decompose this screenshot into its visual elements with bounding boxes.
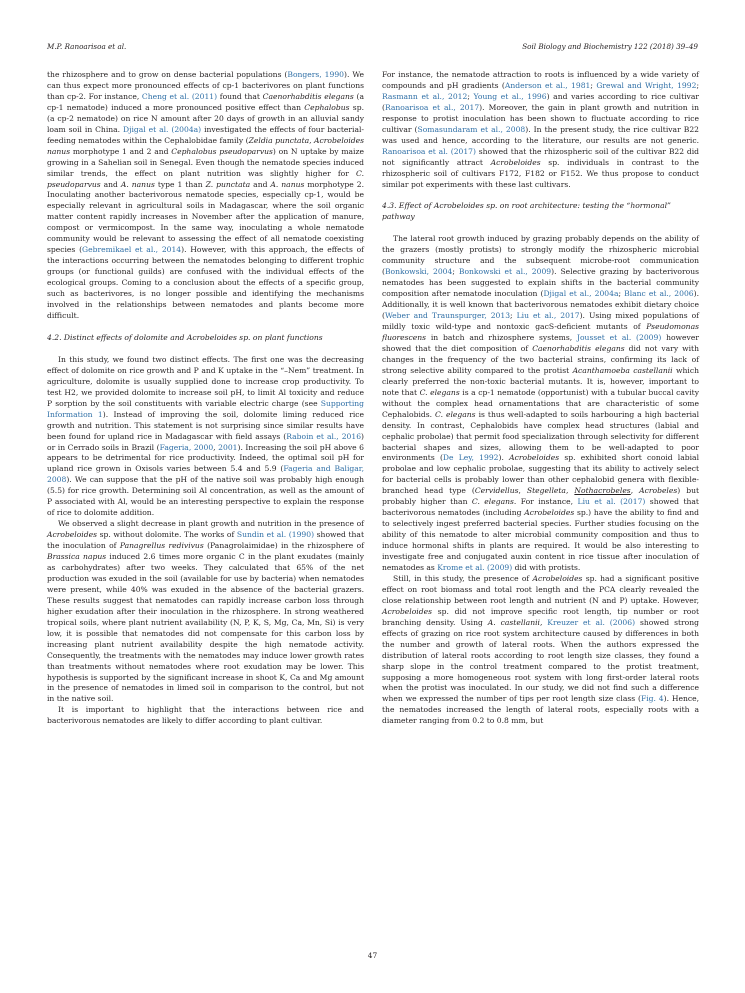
- ref-link[interactable]: Gebremikael et al., 2014: [82, 245, 182, 255]
- ref-link[interactable]: Anderson et al., 1981: [504, 80, 591, 90]
- ref-link[interactable]: Cheng et al. (2011): [141, 91, 218, 101]
- paragraph: The lateral root growth induced by grazing probably depends on the ability of the grazers (mostly protists) to strongly modify the rhizospheric microbial community structure and the subsequent microbe-root communication (Bonkowski, 2004; Bonkowski et al., 2009). Selective grazing by bacterivorous nematodes has been suggested to explain shifts in the bacterial community composition after nematode inoculation (Djigal et al., 2004a; Blanc et al., 2006). Additionally, it is well known that bacterivorous nematodes exhibit dietary choice (Weber and Traunspurger, 2013; Liu et al., 2017). Using mixed populations of mildly toxic wild-type and nontoxic gacS-deficient mutants of Pseudomonas fluorescens in batch and rhizosphere systems, Jousset et al. (2009) however showed that the diet composition of Caenorhabditis elegans did not vary with changes in the frequency of the two bacterial strains, confirming its lack of strong selective ability compared to the protist Acanthamoeba castellanii which clearly preferred the non-toxic bacterial mutants. It is, however, important to note that C. elegans is a cp-1 nematode (opportunist) with a tubular buccal cavity without the complex head ornamentations that are characteristic of some Cephalobids. C. elegans is thus well-adapted to soils harbouring a high bacterial density. In contrast, Cephalobids have complex head structures (labial and cephalic probolae) that permit food specialization through selectivity for different bacterial shapes and sizes, allowing them to be well-adapted to poor environments (De Ley, 1992). Acrobeloides sp. exhibited short conoid labial probolae and low cephalic probolae, suggesting that its ability to actively select for bacterial cells is probably lower than other cephalobid genera with flexible-branched head type (Cervidellus, Stegelleta, Nothacrobeles, Acrobeles) but probably higher than C. elegans. For instance, Liu et al. (2017) showed that bacterivorous nematodes (including Acrobeloides sp.) have the ability to find and to selectively ingest preferred bacterial species. Further studies focusing on the ability of this nematode to alter microbial community composition and thus to induce hormonal shifts in plants are required. It would be also interesting to investigate free and conjugated auxin content in rice tissue after inoculation of nematodes as Krome et al. (2009) did with protists.: [382, 234, 700, 572]
- ref-link[interactable]: Bonkowski et al., 2009: [458, 267, 552, 277]
- ref-link[interactable]: De Ley, 1992: [442, 453, 499, 463]
- paragraph: Still, in this study, the presence of Acrobeloides sp. had a significant positive effect on root biomass and total root length and the PCA clearly revealed the close relationship between root length and nutrient (N and P) uptake. However, Acrobeloides sp. did not improve specific root length, tip number or root branching density. Using A. castellanii, Kreuzer et al. (2006) showed strong effects of grazing on rice root system architecture caused by differences in both the number and growth of lateral roots. When the authors expressed the distribution of lateral roots according to root length size classes, they found a sharp slope in the control treatment compared to the protist treatment, supposing a more homogeneous root system with long first-order lateral roots when the protist was inoculated. In our study, we did not find such a difference when we expressed the number of tips per root length size class (Fig. 4). Hence, the nematodes increased the length of lateral roots, especially roots with a diameter ranging from 0.2 to 0.8 mm, but: [382, 573, 700, 726]
- ref-link[interactable]: Djigal et al. (2004a): [123, 124, 202, 134]
- ref-link[interactable]: 2001: [218, 442, 238, 452]
- section-heading: 4.2. Distinct effects of dolomite and Acrobeloides sp. on plant functions: [47, 332, 323, 342]
- page-number: 47: [367, 951, 378, 960]
- ref-link[interactable]: Krome et al. (2009): [437, 562, 513, 572]
- ref-link[interactable]: Raboin et al., 2016: [286, 431, 362, 441]
- ref-link[interactable]: Weber and Traunspurger, 2013: [384, 311, 511, 321]
- ref-link[interactable]: Ranoarisoa et al., 2017: [384, 102, 480, 112]
- paragraph: In this study, we found two distinct effects. The first one was the decreasing effect of dolomite on rice growth and P and K uptake in the “–Nem” treatment. In agriculture, dolomite is usually supplied done to increase crop productivity. To test H2, we provided dolomite to increase soil pH, to limit Al toxicity and reduce P sorption by the soil constituents with variable electric charge (see Supporting Information 1). Instead of improving the soil, dolomite liming reduced rice growth and nutrition. This statement is not surprising since similar results have been found for upland rice in Madagascar with field assays (Raboin et al., 2016) or in Cerrado soils in Brazil (Fageria, 2000, 2001). Increasing the soil pH above 6 appears to be detrimental for rice productivity. Indeed, the optimal soil pH for upland rice grown in Oxisols varies between 5.4 and 5.9 (Fageria and Baligar, 2008). We can suppose that the pH of the native soil was probably high enough (5.5) for rice growth. Determining soil Al concentration, as well as the amount of P associated with Al, would be an interesting perspective to explain the response of rice to dolomite addition.: [47, 354, 365, 518]
- ref-link[interactable]: Somasundaram et al., 2008: [417, 124, 526, 134]
- ref-link[interactable]: Fig. 4: [640, 694, 664, 704]
- right-column: [382, 70, 699, 727]
- ref-link[interactable]: Liu et al. (2017): [577, 497, 646, 507]
- header-authors: M.P. Ranoarisoa et al.: [47, 42, 127, 51]
- ref-link[interactable]: Young et al., 1996: [473, 91, 547, 101]
- ref-link[interactable]: Fageria and Baligar, 2008: [47, 464, 365, 485]
- ref-link[interactable]: Supporting Information 1: [47, 398, 364, 419]
- running-header: [47, 42, 698, 54]
- paragraph: the rhizosphere and to grow on dense bacterial populations (Bongers, 1990). We can thus expect more pronounced effects of cp-1 bacterivores on plant functions than cp-2. For instance, Cheng et al. (2011) found that Caenorhabditis elegans (a cp-1 nematode) induced a more pronounced positive effect than Cephalobus sp. (a cp-2 nematode) on rice N amount after 20 days of growth in an alluvial sandy loam soil in China. Djigal et al. (2004a) investigated the effects of four bacterial-feeding nematodes within the Cephalobidae family (Zeldia punctata, Acrobeloides nanus morphotype 1 and 2 and Cephalobus pseudoparvus) on N uptake by maize growing in a Sahelian soil in Senegal. Even though the nematode species induced similar trends, the effect on plant nutrition was slightly higher for C. pseudoparvus and A. nanus type 1 than Z. punctata and A. nanus morphotype 2. Inoculating another bacterivorous nematode species, especially cp-1, would be especially relevant in agricultural soils in Madagascar, where the soil organic matter content rapidly increases in November after the application of manure, compost or vermicompost. In the same way, inoculating a whole nematode community would be relevant to assessing the effect of all nematode coexisting species (Gebremikael et al., 2014). However, with this approach, the effects of the interactions occurring between the nematodes belonging to different trophic groups (or functional guilds) are confused with the individual effects of the ecological groups. Coming to a conclusion about the effects of a specific group, such as bacterivores, is no longer possible and identifying the mechanisms involved in the relationships between nematodes and plants become more difficult.: [47, 70, 365, 320]
- ref-link[interactable]: Djigal et al., 2004a: [543, 289, 619, 299]
- ref-link[interactable]: Fageria, 2000: [159, 442, 214, 452]
- header-journal: Soil Biology and Biochemistry 122 (2018) 39–49: [522, 42, 698, 51]
- paragraph: We observed a slight decrease in plant growth and nutrition in the presence of Acrobeloides sp. without dolomite. The works of Sundin et al. (1990) showed that the inoculation of Panagrellus redivivus (Panagrolaimidae) in the rhizosphere of Brassica napus induced 2.6 times more organic C in the plant exudates (mainly as carbohydrates) after two weeks. They calculated that 65% of the net production was exuded in the soil (available for use by bacteria) when nematodes were present, while 40% was exuded in the absence of the bacterial grazers. These results suggest that nematodes can rapidly increase carbon loss through higher exudation after their inoculation in the rhizosphere. In strong weathered tropical soils, where plant nutrient availability (N, P, K, S, Mg, Ca, Mn, Si) is very low, it is possible that nematodes did not compensate for this carbon loss by increasing plant nutrient availability despite the high nematode activity. Consequently, the treatments with the nematodes may induce lower growth rates than treatments without nematodes where root exudation may be lower. This hypothesis is supported by the significant increase in shoot K, Ca and Mg amount in the presence of nematodes in limed soil in comparison to the control, but not in the native soil.: [47, 519, 365, 704]
- ref-link[interactable]: Bongers, 1990: [287, 70, 344, 79]
- ref-link[interactable]: Liu et al., 2017: [516, 311, 580, 321]
- ref-link[interactable]: Blanc et al., 2006: [624, 289, 694, 299]
- ref-link[interactable]: Sundin et al. (1990): [236, 530, 315, 540]
- paragraph: For instance, the nematode attraction to roots is influenced by a wide variety of compounds and pH gradients (Anderson et al., 1981; Grewal and Wright, 1992; Rasmann et al., 2012; Young et al., 1996) and varies according to rice cultivar (Ranoarisoa et al., 2017). Moreover, the gain in plant growth and nutrition in response to protist inoculation has been shown to fluctuate according to rice cultivar (Somasundaram et al., 2008). In the present study, the rice cultivar B22 was used and hence, according to the literature, our results are not generic. Ranoarisoa et al. (2017) showed that the rhizospheric soil of the cultivar B22 did not significantly attract Acrobeloides sp. individuals in contrast to the rhizospheric soil of cultivars F172, F182 or F152. We thus propose to conduct similar pot experiments with these last cultivars.: [382, 70, 699, 189]
- ref-link[interactable]: Bonkowski, 2004: [384, 267, 453, 277]
- ref-link[interactable]: Kreuzer et al. (2006): [547, 617, 636, 627]
- left-column: [47, 70, 364, 727]
- paragraph: It is important to highlight that the interactions between rice and bacterivorous nematodes are likely to differ according to plant cultivar.: [47, 705, 364, 726]
- ref-link[interactable]: Ranoarisoa et al. (2017): [382, 146, 476, 156]
- ref-link[interactable]: Grewal and Wright, 1992: [596, 80, 697, 90]
- section-heading: 4.3. Effect of Acrobeloides sp. on root architecture: testing the “hormonal” pathway: [382, 201, 671, 222]
- ref-link[interactable]: Rasmann et al., 2012: [382, 91, 468, 101]
- ref-link[interactable]: Jousset et al. (2009): [576, 332, 662, 342]
